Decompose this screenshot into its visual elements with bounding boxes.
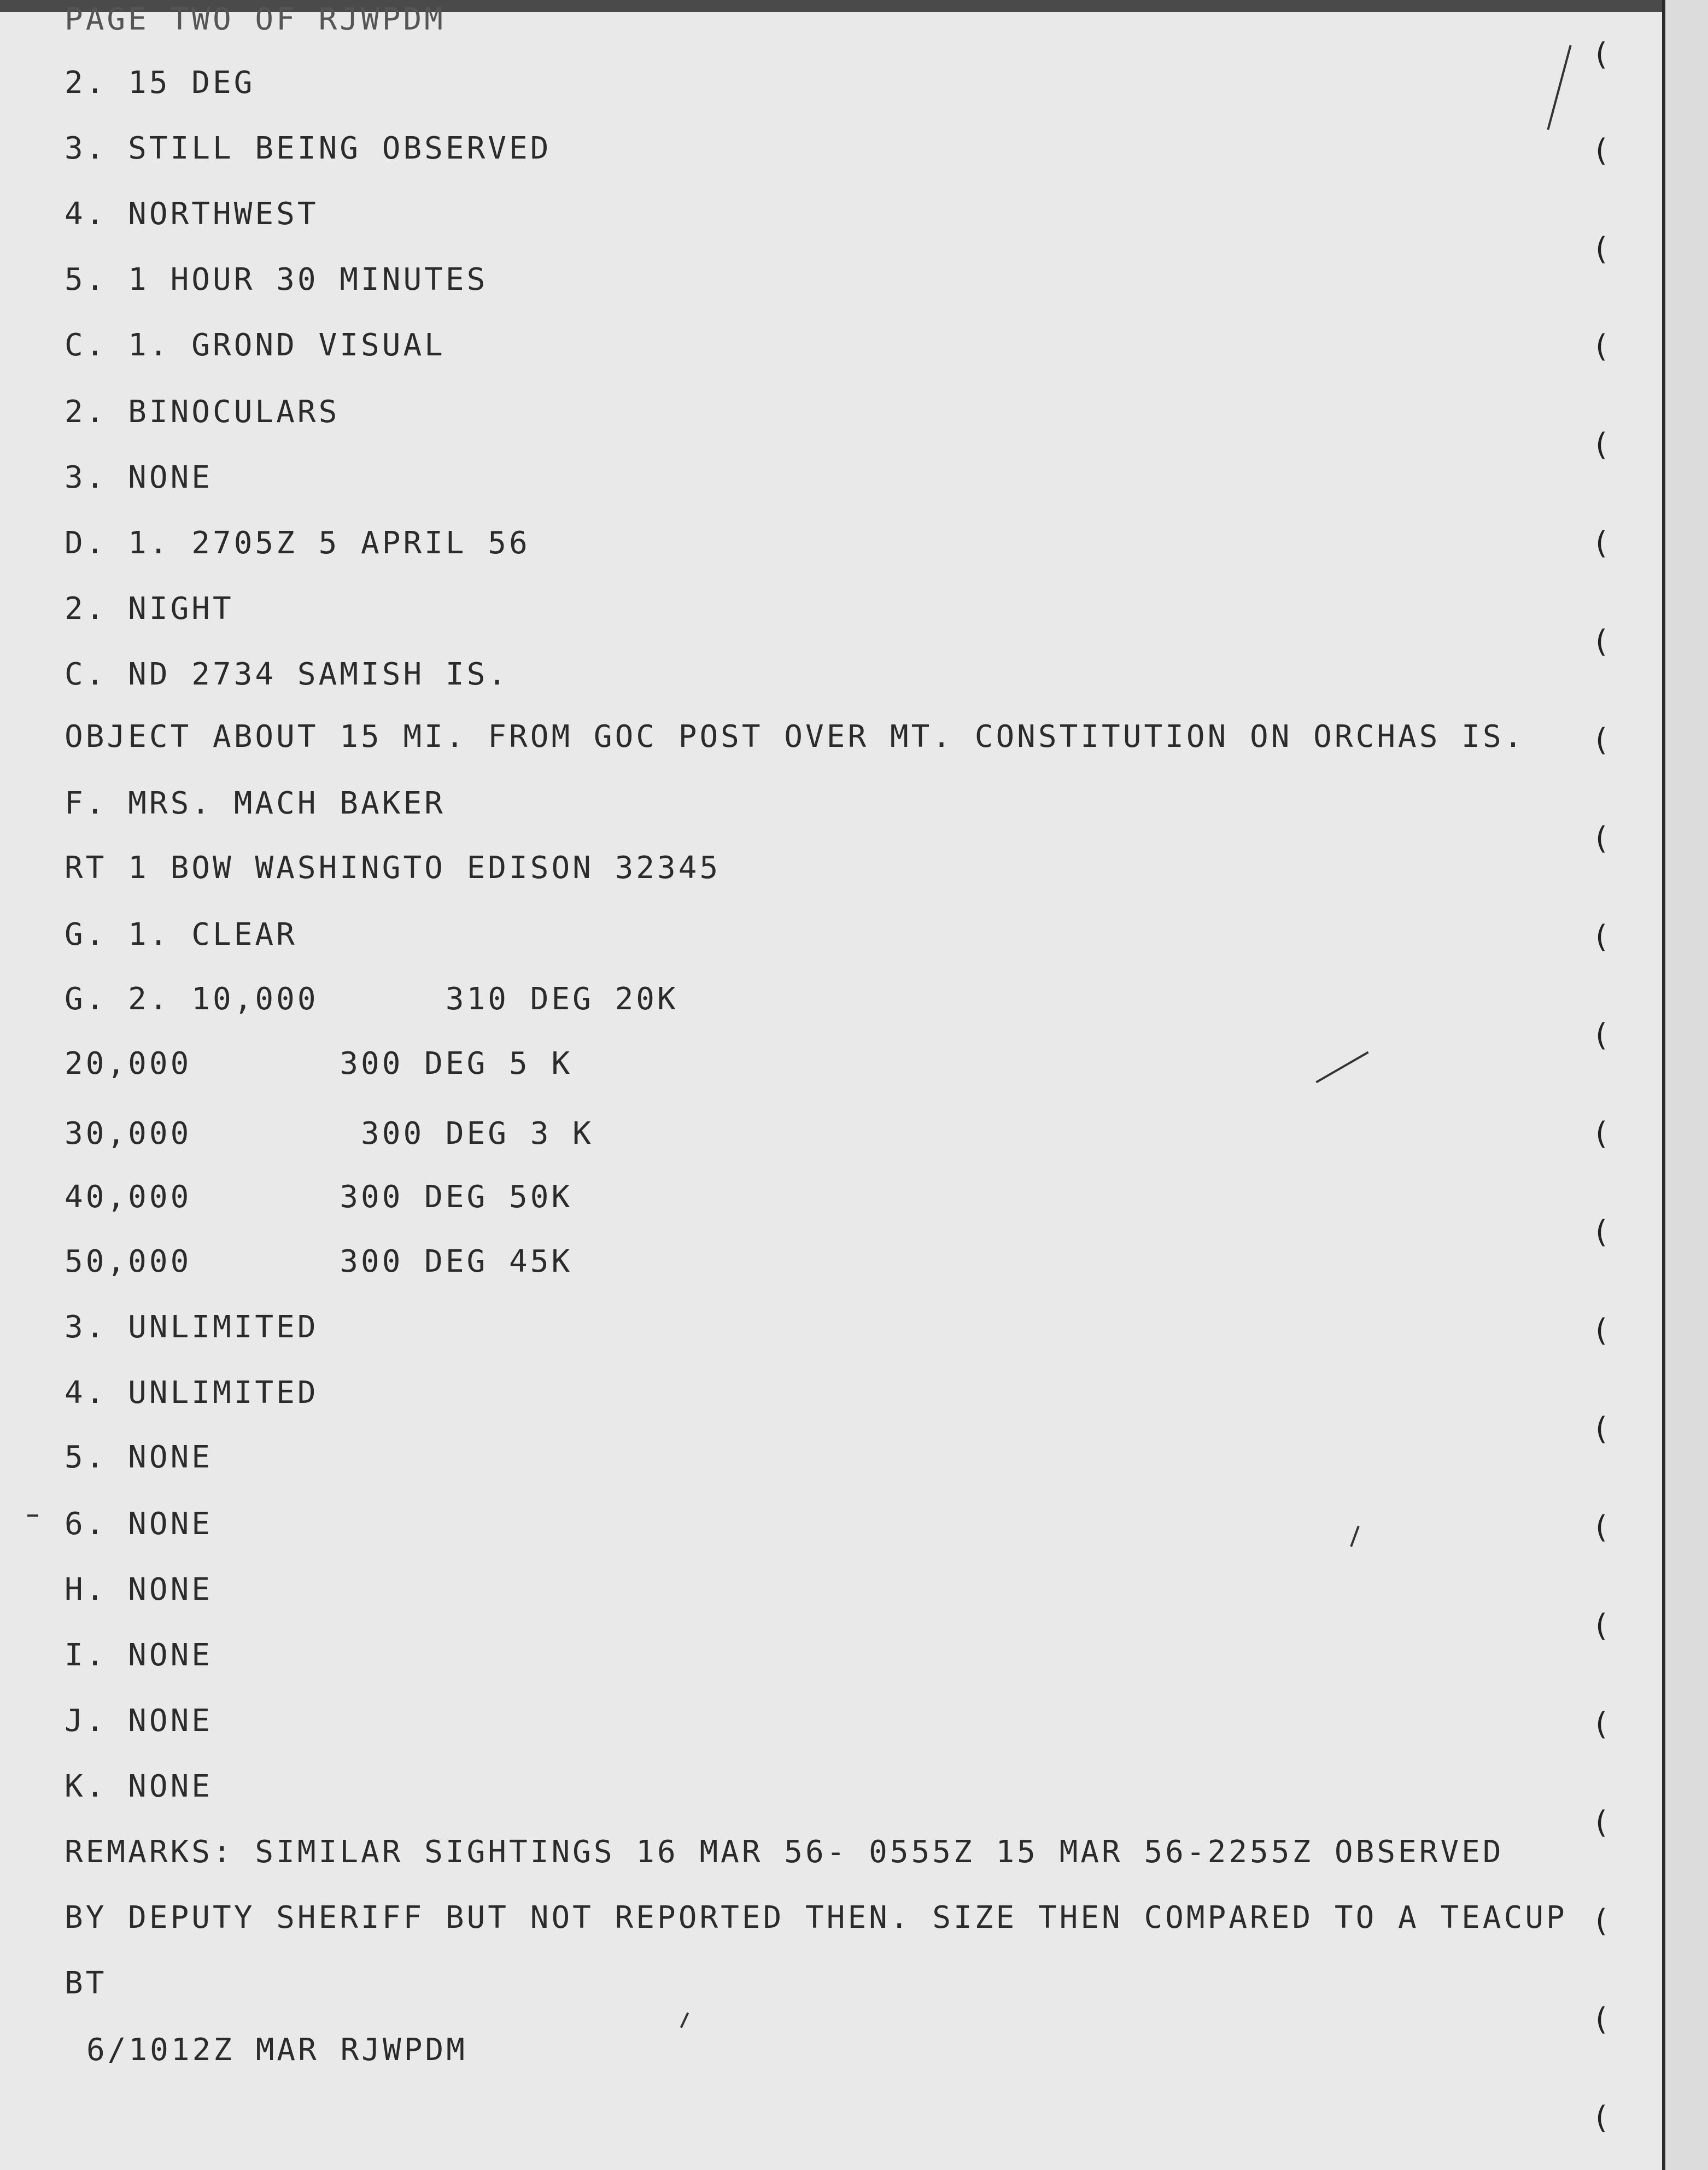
line-16: 20,000 300 DEG 5 K xyxy=(65,1046,573,1081)
line-20: 3. UNLIMITED xyxy=(65,1309,319,1345)
margin-hole-mark: ( xyxy=(1595,1805,1607,1840)
line-7: 3. NONE xyxy=(65,460,213,495)
margin-hole-mark: ( xyxy=(1595,1510,1607,1545)
margin-hole-mark: ( xyxy=(1595,2100,1607,2136)
margin-hole-mark: ( xyxy=(1595,1608,1607,1643)
line-17: 30,000 300 DEG 3 K xyxy=(65,1116,594,1151)
stray-pen-mark xyxy=(27,1514,38,1517)
line-12: F. MRS. MACH BAKER xyxy=(65,786,446,821)
margin-hole-mark: ( xyxy=(1595,37,1607,72)
line-9: 2. NIGHT xyxy=(65,591,234,627)
margin-hole-mark: ( xyxy=(1595,1903,1607,1939)
header-fragment: PAGE TWO OF RJWPDM xyxy=(65,2,446,37)
margin-hole-mark: ( xyxy=(1595,231,1607,267)
margin-hole-mark: ( xyxy=(1595,133,1607,168)
margin-hole-mark: ( xyxy=(1595,2002,1607,2037)
line-6: 2. BINOCULARS xyxy=(65,394,340,430)
margin-hole-mark: ( xyxy=(1595,722,1607,758)
line-10: C. ND 2734 SAMISH IS. xyxy=(65,657,510,692)
stray-pen-mark xyxy=(680,2013,689,2028)
line-22: 5. NONE xyxy=(65,1440,213,1475)
line-19: 50,000 300 DEG 45K xyxy=(65,1244,573,1279)
line-11: OBJECT ABOUT 15 MI. FROM GOC POST OVER MT. CONSTITUTION ON ORCHAS IS. xyxy=(65,719,1525,754)
line-14: G. 1. CLEAR xyxy=(65,917,297,952)
margin-hole-mark: ( xyxy=(1595,329,1607,364)
right-border-rule xyxy=(1662,0,1665,2170)
line-25: I. NONE xyxy=(65,1637,213,1673)
margin-hole-mark: ( xyxy=(1595,1116,1607,1151)
line-29: BY DEPUTY SHERIFF BUT NOT REPORTED THEN. SIZE THEN COMPARED TO A TEACUP xyxy=(65,1900,1567,1935)
margin-hole-mark: ( xyxy=(1595,1313,1607,1348)
line-21: 4. UNLIMITED xyxy=(65,1375,319,1411)
line-30: BT xyxy=(65,1966,107,2001)
line-26: J. NONE xyxy=(65,1703,213,1739)
line-24: H. NONE xyxy=(65,1572,213,1607)
line-8: D. 1. 2705Z 5 APRIL 56 xyxy=(65,525,530,561)
line-2: 3. STILL BEING OBSERVED xyxy=(65,131,552,166)
line-13: RT 1 BOW WASHINGTO EDISON 32345 xyxy=(65,850,721,886)
line-15: G. 2. 10,000 310 DEG 20K xyxy=(65,981,678,1017)
right-margin-strip xyxy=(1665,0,1708,2170)
margin-hole-mark: ( xyxy=(1595,1706,1607,1742)
margin-hole-mark: ( xyxy=(1595,624,1607,659)
line-5: C. 1. GROND VISUAL xyxy=(65,327,446,363)
margin-hole-mark: ( xyxy=(1595,1017,1607,1053)
line-18: 40,000 300 DEG 50K xyxy=(65,1179,573,1215)
margin-hole-mark: ( xyxy=(1595,1411,1607,1447)
margin-hole-mark: ( xyxy=(1595,427,1607,463)
stray-pen-mark xyxy=(1315,1051,1368,1083)
stray-pen-mark xyxy=(1547,45,1571,130)
line-27: K. NONE xyxy=(65,1769,213,1804)
line-1: 2. 15 DEG xyxy=(65,65,255,101)
line-28: REMARKS: SIMILAR SIGHTINGS 16 MAR 56- 0555Z 15 MAR 56-2255Z OBSERVED xyxy=(65,1834,1504,1870)
margin-hole-mark: ( xyxy=(1595,821,1607,856)
line-3: 4. NORTHWEST xyxy=(65,196,319,232)
line-31: 6/1012Z MAR RJWPDM xyxy=(86,2032,467,2068)
margin-hole-mark: ( xyxy=(1595,919,1607,955)
line-4: 5. 1 HOUR 30 MINUTES xyxy=(65,262,488,297)
margin-hole-mark: ( xyxy=(1595,1214,1607,1250)
margin-hole-mark: ( xyxy=(1595,525,1607,561)
line-23: 6. NONE xyxy=(65,1506,213,1542)
stray-pen-mark xyxy=(1350,1526,1359,1547)
